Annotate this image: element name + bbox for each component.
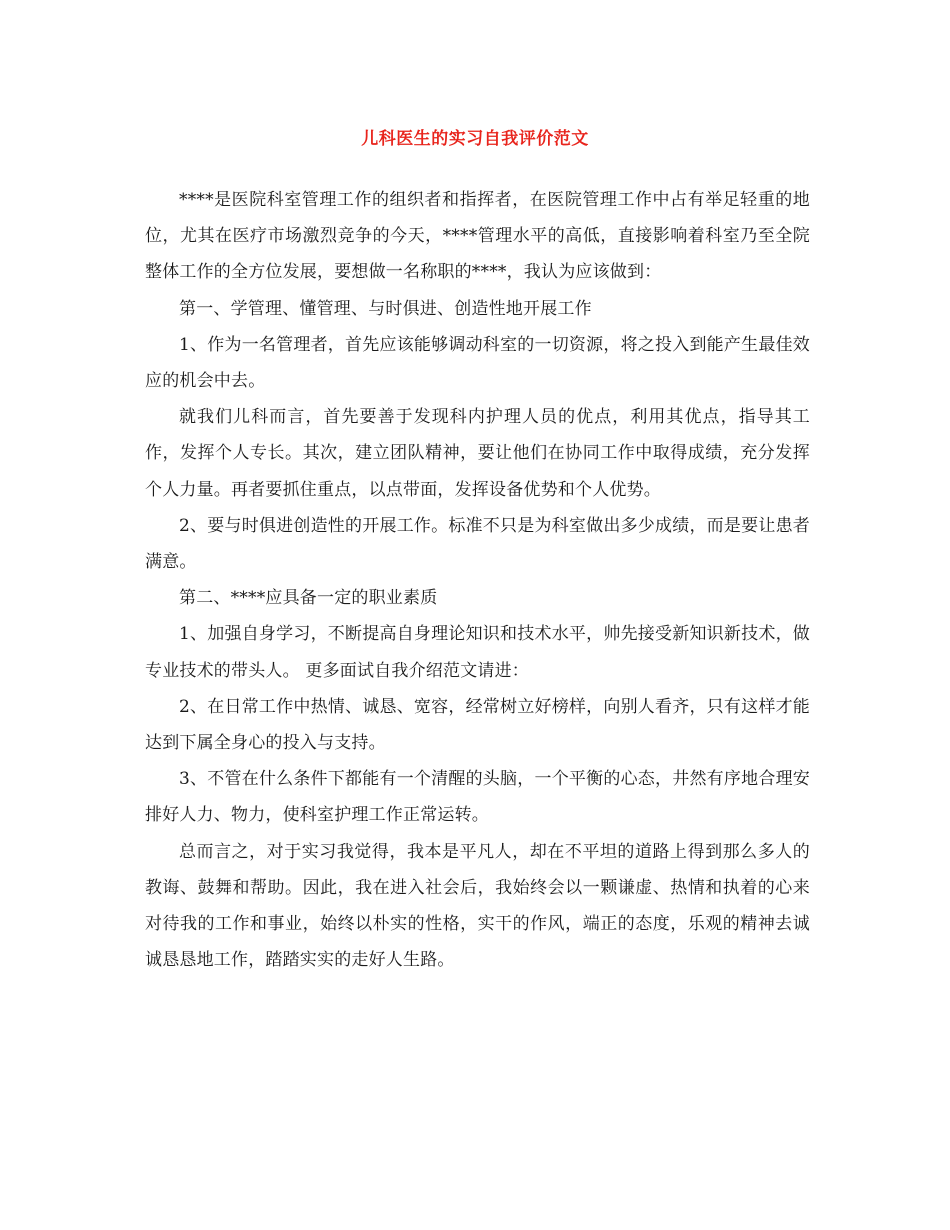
section-heading-1: 第一、学管理、懂管理、与时俱进、创造性地开展工作 (179, 298, 592, 319)
paragraph-conclusion: 总而言之，对于实习我觉得，我本是平凡人，却在不平坦的道路上得到那么多人的教诲、鼓舞和帮助。因此，我在进入社会后，我始终会以一颗谦虚、热情和执着的心来对待我的工作和事业，始终以朴实的性格，实干的作风，端正的态度，乐观的精神去诚诚恳恳地工作，踏踏实实的走好人生路。 (145, 841, 810, 971)
paragraph: 2、在日常工作中热情、诚恳、宽容，经常树立好榜样，向别人看齐，只有这样才能达到下属全身心的投入与支持。 (145, 696, 810, 754)
paragraph: 2、要与时俱进创造性的开展工作。标准不只是为科室做出多少成绩，而是要让患者满意。 (145, 515, 810, 573)
paragraph: 3、不管在什么条件下都能有一个清醒的头脑，一个平衡的心态，井然有序地合理安排好人力、物力，使科室护理工作正常运转。 (145, 769, 810, 826)
paragraph: 就我们儿科而言，首先要善于发现科内护理人员的优点，利用其优点，指导其工作，发挥个人专长。其次，建立团队精神，要让他们在协同工作中取得成绩，充分发挥个人力量。再者要抓住重点，以点带面，发挥设备优势和个人优势。 (145, 407, 810, 500)
section-heading-2: 第二、****应具备一定的职业素质 (179, 588, 438, 609)
document-body (145, 182, 810, 978)
paragraph: 1、加强自身学习，不断提高自身理论知识和技术水平，帅先接受新知识新技术，做专业技术的带头人。 更多面试自我介绍范文请进： (145, 624, 810, 681)
paragraph-intro: ****是医院科室管理工作的组织者和指挥者，在医院管理工作中占有举足轻重的地位，尤其在医疗市场激烈竞争的今天，****管理水平的高低，直接影响着科室乃至全院整体工作的全方位发展，要想做一名称职的****，我认为应该做到： (145, 190, 810, 283)
paragraph: 1、作为一名管理者，首先应该能够调动科室的一切资源，将之投入到能产生最佳效应的机会中去。 (145, 334, 810, 392)
document-title: 儿科医生的实习自我评价范文 (361, 129, 589, 149)
